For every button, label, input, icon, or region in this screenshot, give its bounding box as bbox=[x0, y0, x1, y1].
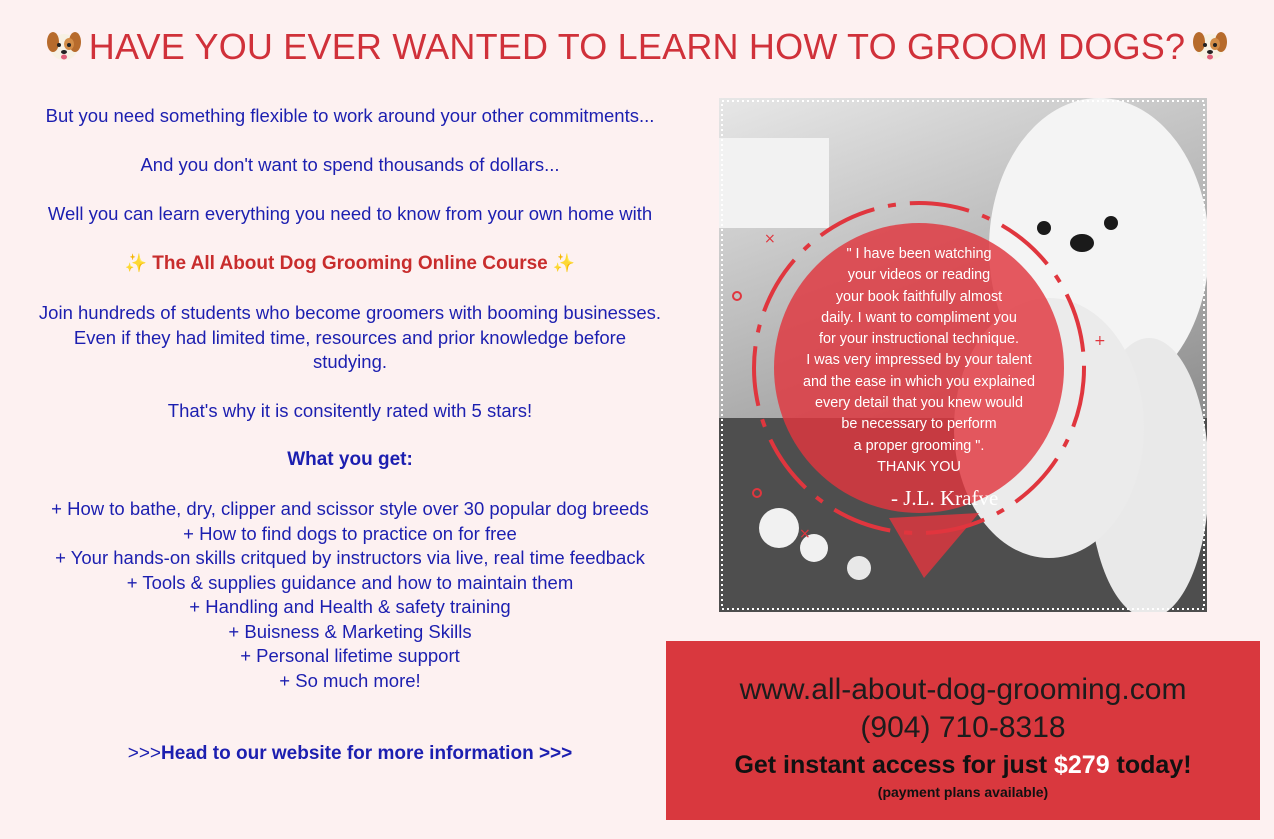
benefit-item: + Your hands-on skills critqued by instructors via live, real time feedback bbox=[55, 547, 645, 568]
intro-line: Well you can learn everything you need to know from your own home with bbox=[47, 203, 653, 224]
rating-line: That's why it is consitently rated with 5 stars! bbox=[167, 400, 533, 421]
headline-text: HAVE YOU EVER WANTED TO LEARN HOW TO GROOM DOGS? bbox=[88, 26, 1186, 67]
benefit-item: + Tools & supplies guidance and how to maintain them bbox=[126, 571, 574, 593]
svg-text:+: + bbox=[1094, 333, 1106, 349]
benefit-item: + Handling and Health & safety training bbox=[189, 596, 511, 617]
quote-line: a proper grooming ". bbox=[853, 437, 985, 454]
intro-line: But you need something flexible to work around your other commitments... bbox=[45, 105, 655, 126]
access-offer bbox=[666, 747, 1260, 783]
benefits-heading: What you get: bbox=[287, 449, 413, 470]
benefit-item: + Buisness & Marketing Skills bbox=[228, 620, 472, 642]
access-text: Get instant access for just bbox=[734, 751, 1054, 779]
join-line: Even if they had limited time, resources and prior knowledge before bbox=[73, 326, 627, 348]
cta-text: Head to our website for more information >>> bbox=[161, 743, 573, 764]
quote-line: " I have been watching bbox=[846, 246, 992, 262]
quote-line: daily. I want to compliment you bbox=[821, 309, 1017, 326]
quote-line: be necessary to perform bbox=[841, 416, 997, 433]
testimonial-author: - J.L. Krafve bbox=[891, 486, 999, 510]
dog-face-icon bbox=[1191, 29, 1229, 63]
course-name: The All About Dog Grooming Online Course bbox=[152, 253, 548, 274]
phone-number[interactable]: (904) 710-8318 bbox=[860, 711, 1066, 744]
quote-line: and the ease in which you explained bbox=[802, 373, 1035, 390]
sales-copy bbox=[22, 104, 678, 767]
quote-line: for your instructional technique. bbox=[819, 331, 1019, 348]
intro-line: And you don't want to spend thousands of dollars... bbox=[140, 154, 560, 175]
website-cta-link[interactable] bbox=[22, 742, 678, 767]
quote-line: every detail that you knew would bbox=[815, 395, 1023, 412]
glowing-star-icon: ✨ bbox=[124, 253, 148, 273]
benefit-item: + So much more! bbox=[279, 669, 421, 691]
join-line: Join hundreds of students who become groomers with booming businesses. bbox=[38, 302, 662, 323]
join-line: studying. bbox=[312, 351, 388, 372]
testimonial-photo bbox=[719, 98, 1207, 612]
quote-line: your videos or reading bbox=[847, 267, 991, 284]
svg-text:×: × bbox=[764, 231, 776, 247]
quote-line: your book faithfully almost bbox=[835, 288, 1003, 305]
benefit-item: + Personal lifetime support bbox=[240, 645, 460, 666]
cta-prefix: >>> bbox=[127, 743, 162, 764]
contact-box bbox=[666, 641, 1260, 820]
access-text-end: today! bbox=[1109, 751, 1192, 779]
website-url-link[interactable]: www.all-about-dog-grooming.com bbox=[739, 673, 1187, 706]
headline bbox=[0, 26, 1274, 68]
glowing-star-icon: ✨ bbox=[552, 253, 576, 273]
price: $279 bbox=[1053, 751, 1110, 779]
testimonial-quote bbox=[777, 244, 1061, 478]
course-title bbox=[22, 251, 678, 277]
benefit-item: + How to bathe, dry, clipper and scissor style over 30 popular dog breeds bbox=[51, 498, 649, 519]
payment-plans-note: (payment plans available) bbox=[877, 784, 1049, 800]
svg-text:×: × bbox=[799, 526, 811, 542]
benefit-item: + How to find dogs to practice on for free bbox=[183, 522, 517, 544]
dog-face-icon bbox=[45, 29, 83, 63]
quote-line: THANK YOU bbox=[877, 458, 961, 475]
quote-line: I was very impressed by your talent bbox=[806, 352, 1032, 369]
